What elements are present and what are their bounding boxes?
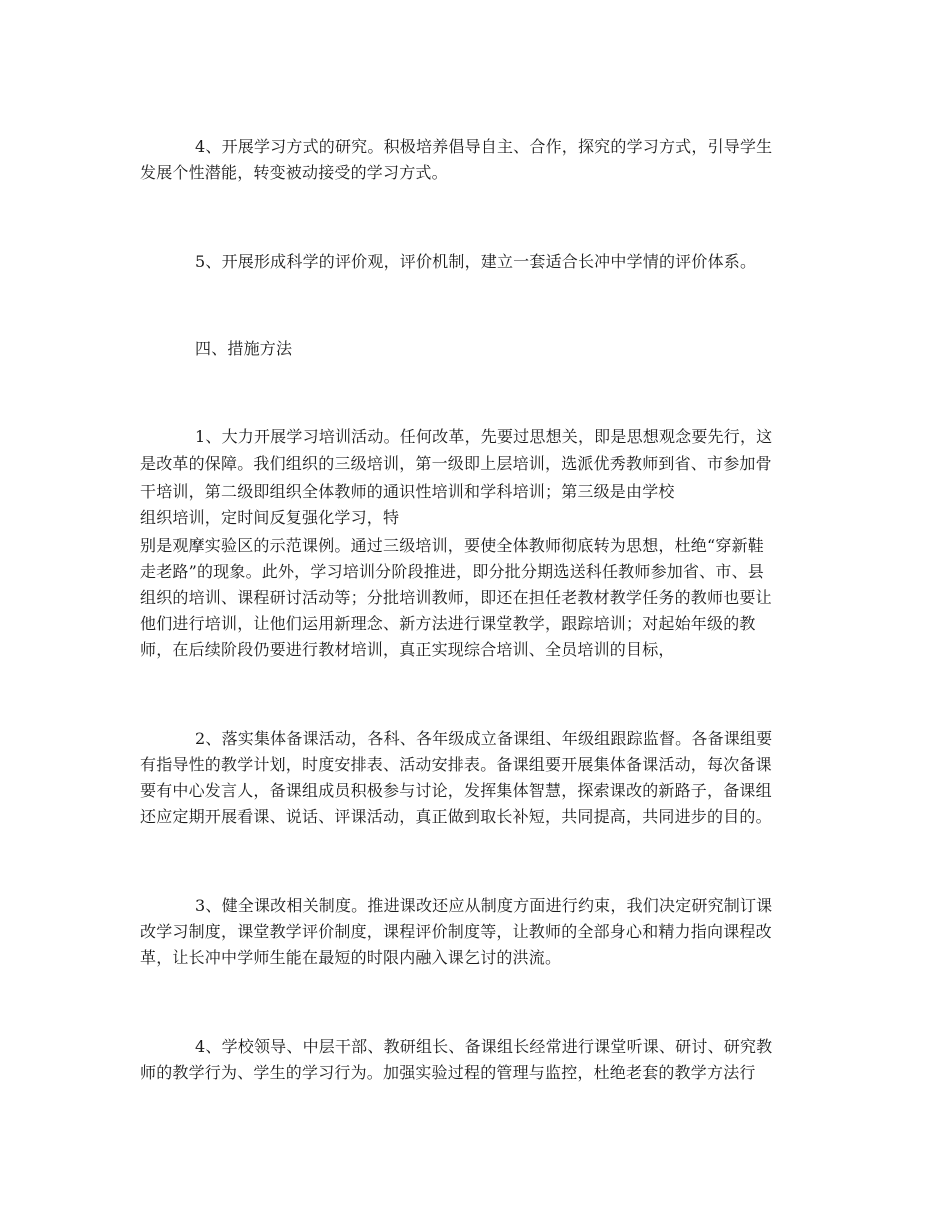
measure-2-line-4: 还应定期开展看课、说话、评课活动，真正做到取长补短，共同提高，共同进步的目的。 [140, 807, 772, 826]
measure-2-line-1: 2、落实集体备课活动，各科、各年级成立备课组、年级组跟踪监督。各备课组要 [195, 729, 773, 748]
measure-1-line-3: 干培训，第二级即组织全体教师的通识性培训和学科培训；第三级是由学校 [140, 482, 675, 501]
measure-1-line-2: 是改革的保障。我们组织的三级培训，第一级即上层培训，选派优秀教师到省、市参加骨 [140, 454, 772, 473]
measure-1-line-8: 他们进行培训，让他们运用新理念、新方法进行课堂教学，跟踪培训；对起始年级的教 [140, 614, 756, 633]
measure-2-line-2: 有指导性的教学计划，时度安排表、活动安排表。备课组要开展集体备课活动，每次备课 [140, 755, 772, 774]
measure-1-line-7: 组织的培训、课程研讨活动等；分批培训教师，即还在担任老教材教学任务的教师也要让 [140, 588, 772, 607]
section-heading: 四、措施方法 [195, 339, 293, 358]
measure-1-line-6: 走老路”的现象。此外，学习培训分阶段推进，即分批分期选送科任教师参加省、市、县 [140, 562, 764, 581]
paragraph-5-eval-line-1: 5、开展形成科学的评价观，评价机制，建立一套适合长冲中学情的评价体系。 [195, 252, 757, 271]
paragraph-4-study-line-1: 4、开展学习方式的研究。积极培养倡导自主、合作，探究的学习方式，引导学生 [195, 137, 773, 156]
measure-1-line-4: 组织培训，定时间反复强化学习，特 [140, 508, 400, 527]
measure-3-line-1: 3、健全课改相关制度。推进课改还应从制度方面进行约束，我们决定研究制订课 [195, 896, 773, 915]
paragraph-4-study-line-2: 发展个性潜能，转变被动接受的学习方式。 [140, 163, 448, 182]
measure-1-line-9: 师，在后续阶段仍要进行教材培训，真正实现综合培训、全员培训的目标， [140, 640, 675, 659]
measure-4-line-1: 4、学校领导、中层干部、教研组长、备课组长经常进行课堂听课、研讨、研究教 [195, 1037, 773, 1056]
measure-2-line-3: 要有中心发言人，备课组成员积极参与讨论，发挥集体智慧，探索课改的新路子，备课组 [140, 781, 772, 800]
measure-1-line-1: 1、大力开展学习培训活动。任何改革，先要过思想关，即是思想观念要先行，这 [195, 427, 773, 446]
measure-4-line-2: 师的教学行为、学生的学习行为。加强实验过程的管理与监控，杜绝老套的教学方法行 [140, 1063, 756, 1082]
measure-1-line-5: 别是观摩实验区的示范课例。通过三级培训，要使全体教师彻底转为思想，杜绝“穿新鞋 [140, 536, 764, 555]
measure-3-line-3: 革，让长冲中学师生能在最短的时限内融入课乞讨的洪流。 [140, 948, 562, 967]
measure-3-line-2: 改学习制度，课堂教学评价制度，课程评价制度等，让教师的全部身心和精力指向课程改 [140, 922, 772, 941]
